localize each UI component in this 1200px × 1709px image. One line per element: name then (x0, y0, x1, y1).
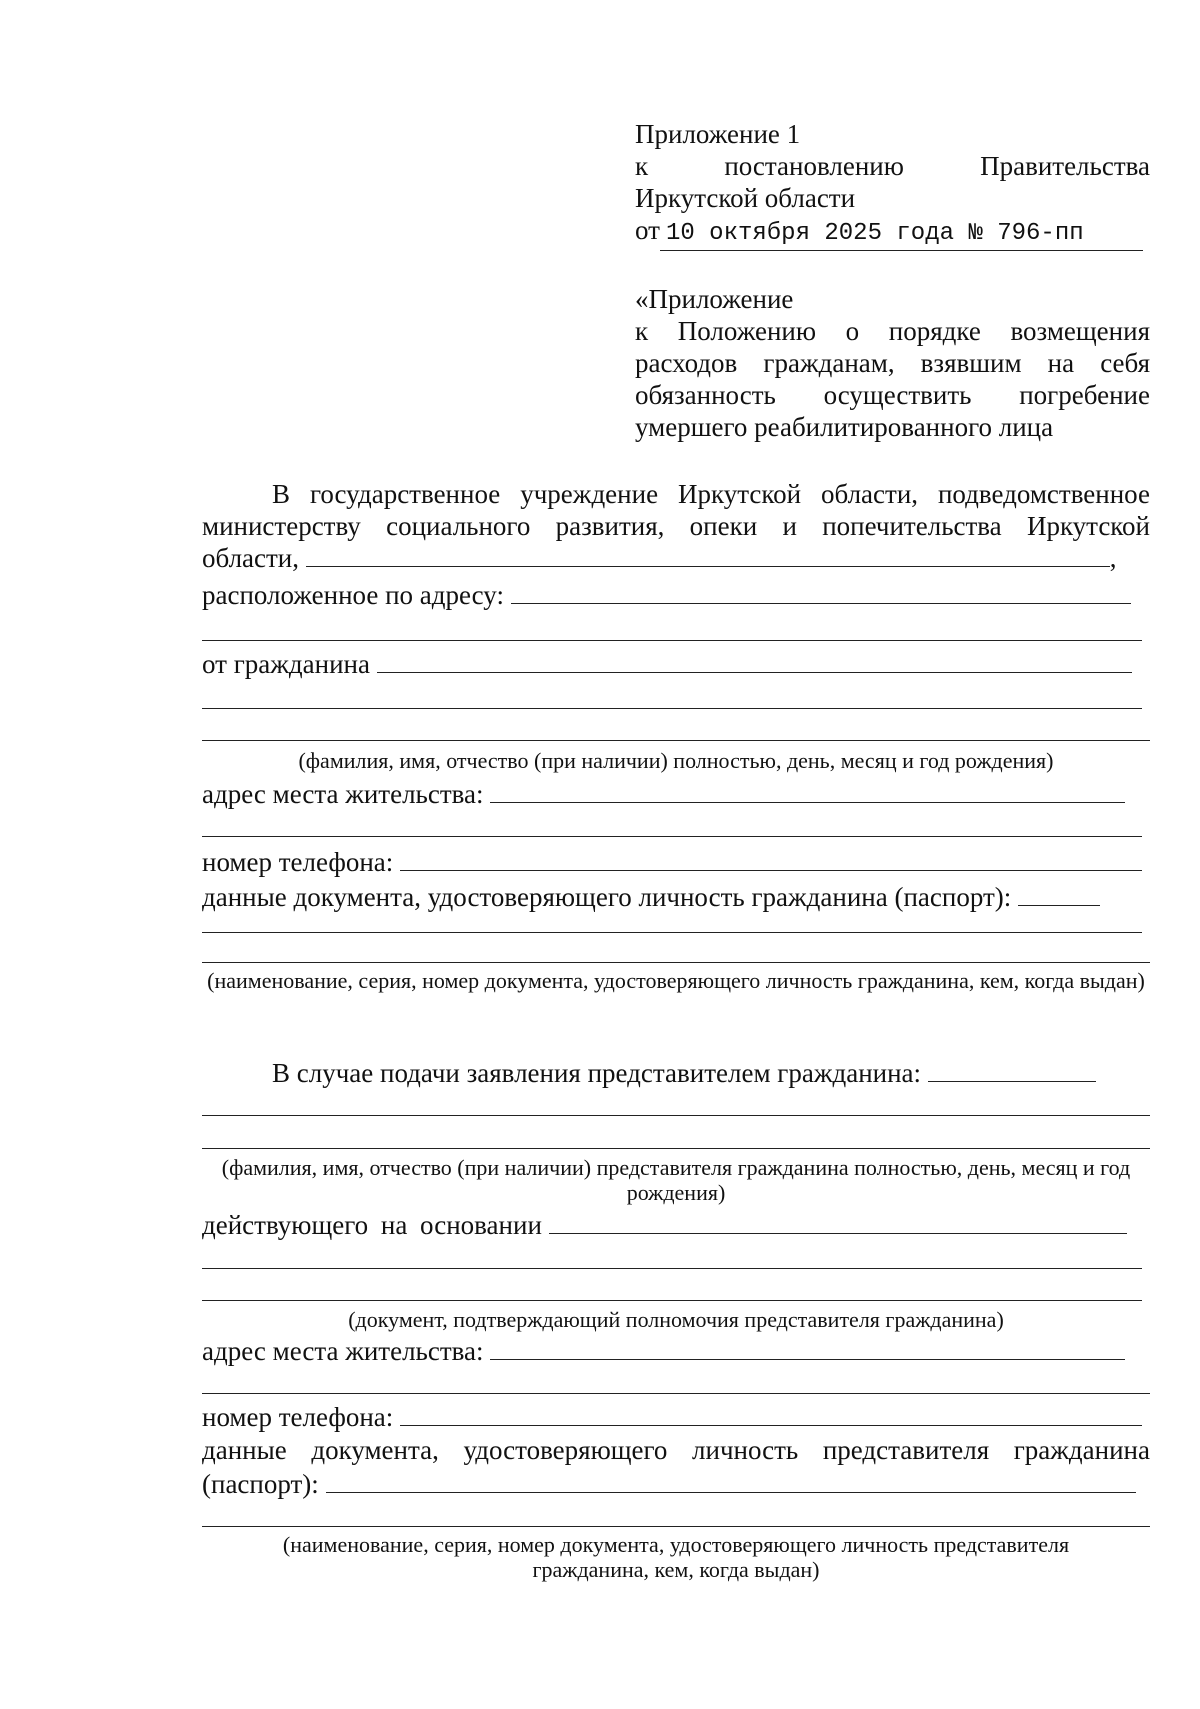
representative-intro: В случае подачи заявления представителем гражданина: (272, 1058, 922, 1088)
citizen-passport-row (202, 881, 1150, 913)
citizen-phone-row (202, 846, 1150, 878)
institution-address-row (202, 579, 1150, 611)
representative-passport-caption: (наименование, серия, номер документа, удостоверяющего личность представителя гражданина, кем, когда выдан) (282, 1532, 1070, 1582)
sub-appendix-line: умершего реабилитированного лица (635, 412, 1054, 442)
representative-name-caption: (фамилия, имя, отчество (при наличии) представителя гражданина полностью, день, месяц и год рождения) (221, 1155, 1131, 1205)
representative-passport-field[interactable] (326, 1468, 1136, 1493)
representative-phone-field[interactable] (400, 1401, 1142, 1426)
citizen-phone-label: номер телефона: (202, 847, 394, 877)
institution-name-row: области, , (202, 543, 1117, 573)
region-word: области, (202, 543, 300, 573)
appendix-title: Приложение 1 (635, 119, 801, 149)
representative-residence-field[interactable] (490, 1335, 1125, 1360)
citizen-name-caption: (фамилия, имя, отчество (при наличии) полностью, день, месяц и год рождения) (298, 748, 1054, 773)
representative-basis-field[interactable] (549, 1209, 1127, 1234)
representative-passport-row (202, 1468, 1150, 1500)
appendix-header (635, 118, 1150, 251)
citizen-name-field-continued[interactable] (202, 740, 1150, 741)
citizen-passport-field-continued[interactable] (202, 932, 1142, 933)
representative-basis-field-continued[interactable] (202, 1268, 1142, 1269)
representative-name-field-continued[interactable] (202, 1115, 1150, 1116)
representative-basis-label: действующего на основании (202, 1210, 542, 1240)
citizen-residence-field-continued[interactable] (202, 836, 1142, 837)
representative-passport-field-continued[interactable] (202, 1526, 1150, 1527)
citizen-passport-caption: (наименование, серия, номер документа, удостоверяющего личность гражданина, кем, когда выдан) (207, 968, 1145, 993)
citizen-name-row (202, 648, 1150, 680)
citizen-phone-field[interactable] (400, 846, 1142, 871)
sub-appendix-line: расходов гражданам, взявшим на себя (635, 348, 1150, 378)
representative-passport-label: данные документа, удостоверяющего личность представителя гражданина (202, 1435, 1150, 1465)
citizen-residence-label: адрес места жительства: (202, 779, 484, 809)
citizen-name-field[interactable] (377, 648, 1132, 673)
sub-appendix-line: к Положению о порядке возмещения (635, 316, 1150, 346)
representative-basis-field-continued[interactable] (202, 1300, 1142, 1301)
representative-residence-field-continued[interactable] (202, 1393, 1150, 1394)
addressee-paragraph (202, 478, 1150, 542)
resolution-date-number: 10 октября 2025 года № 796-пп (660, 218, 1143, 251)
institution-address-label: расположенное по адресу: (202, 580, 504, 610)
appendix-resolution-line: к постановлению Правительства (635, 151, 1151, 181)
representative-passport-label-row (202, 1434, 1150, 1466)
citizen-name-field-continued[interactable] (202, 708, 1142, 709)
representative-residence-label: адрес места жительства: (202, 1336, 484, 1366)
sub-appendix-line: обязанность осуществить погребение (635, 380, 1150, 410)
from-citizen-label: от гражданина (202, 649, 370, 679)
institution-address-field-continued[interactable] (202, 640, 1142, 641)
representative-name-field[interactable] (928, 1057, 1096, 1082)
institution-address-field[interactable] (511, 579, 1131, 604)
appendix-region: Иркутской области (635, 183, 856, 213)
representative-phone-label: номер телефона: (202, 1402, 394, 1432)
representative-passport-word: (паспорт): (202, 1469, 319, 1499)
citizen-passport-field[interactable] (1018, 881, 1100, 906)
institution-name-field[interactable] (306, 542, 1110, 567)
sub-appendix-title: «Приложение (635, 284, 794, 314)
representative-basis-caption: (документ, подтверждающий полномочия представителя гражданина) (348, 1307, 1004, 1332)
citizen-residence-field[interactable] (490, 778, 1125, 803)
appendix-date-line: от 10 октября 2025 года № 796-пп (635, 214, 1150, 251)
sub-appendix-header (635, 283, 1150, 443)
representative-basis-row (202, 1209, 1150, 1241)
representative-name-field-continued[interactable] (202, 1148, 1150, 1149)
citizen-passport-label: данные документа, удостоверяющего личность гражданина (паспорт): (202, 882, 1012, 912)
citizen-passport-field-continued[interactable] (202, 962, 1150, 963)
representative-residence-row (202, 1335, 1150, 1367)
representative-phone-row (202, 1401, 1150, 1433)
citizen-residence-row (202, 778, 1150, 810)
representative-intro-row (202, 1057, 1150, 1089)
addressee-intro: В государственное учреждение Иркутской области, подведомственное министерству социального развития, опеки и попечительства Иркутской (202, 479, 1150, 541)
